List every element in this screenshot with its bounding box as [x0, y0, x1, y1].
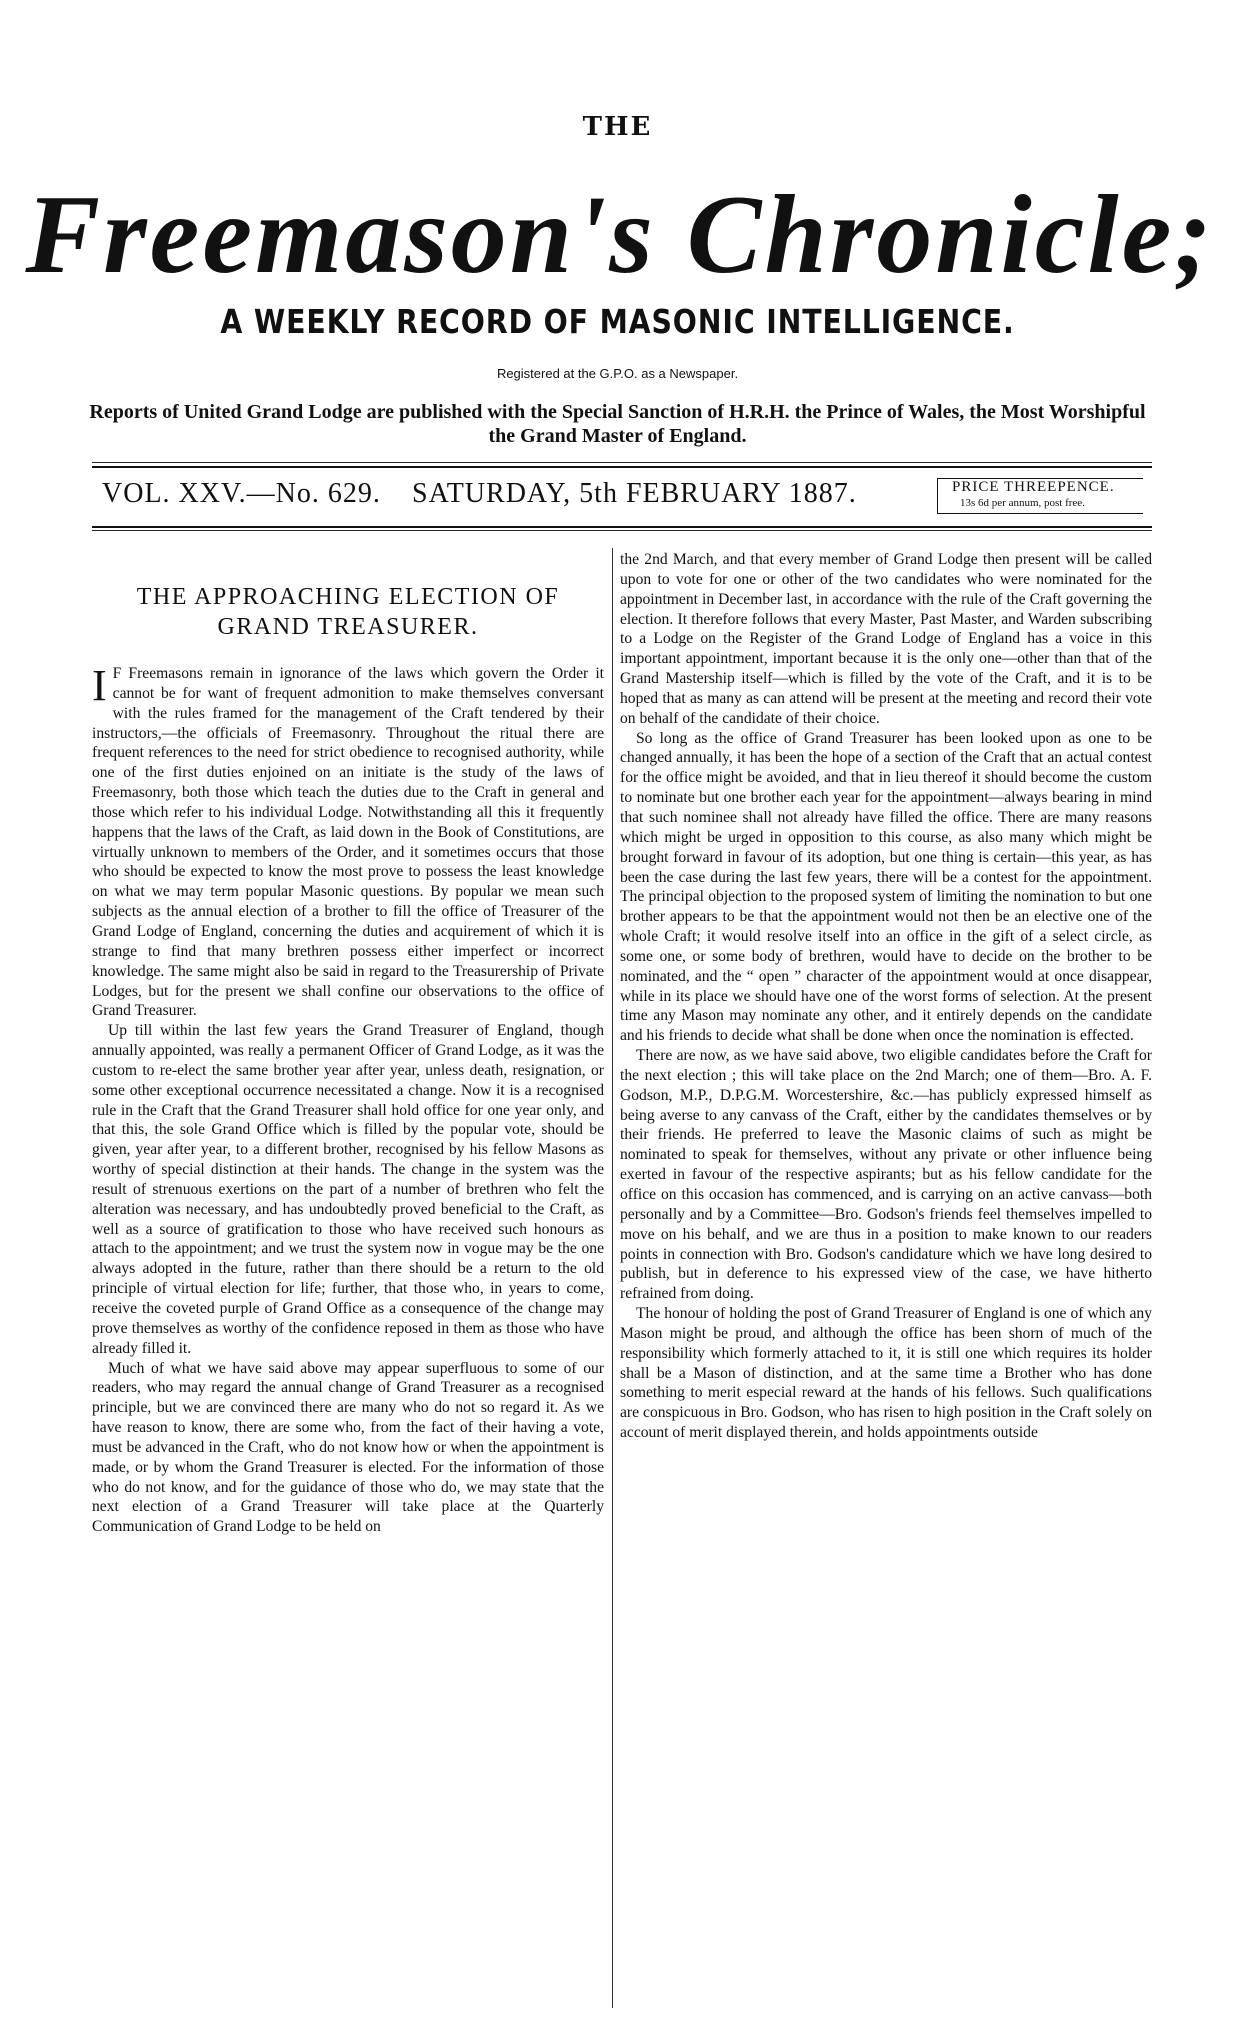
header-rule-bottom	[92, 530, 1152, 531]
masthead-the: THE	[582, 112, 653, 142]
registration-note: Registered at the G.P.O. as a Newspaper.	[496, 366, 739, 381]
annual-subscription: 13s 6d per annum, post free.	[960, 497, 1085, 509]
drop-cap: I	[92, 661, 107, 710]
price-box	[937, 478, 1143, 514]
title-text: Freemason's Chronicle;	[25, 173, 1215, 297]
article-paragraph: Much of what we have said above may appear superfluous to some of our readers, who may regard the annual change of Grand Treasurer as a recognised principle, but we are convinced there are many who do not so regard it. As we have reason to know, there are some who, from the fact of their having a vote, must be advanced in the Craft, who do not know how or when the appointment is made, or by whom the Grand Treasurer is elected. For the information of those who do not know, and for the guidance of those who do, we may state that the next election of a Grand Treasurer will take place at the Quarterly Communication of Grand Lodge to be held on	[92, 1359, 604, 1536]
newspaper-subtitle: A WEEKLY RECORD OF MASONIC INTELLIGENCE.	[220, 302, 1015, 341]
article-paragraph: The honour of holding the post of Grand Treasurer of England is one of which any Mason might be proud, and although the office has been shorn of much of the responsibility which formerly attached to it, it is still one which requires its holder shall be a Mason of distinction, and at the same time a Brother who has done something to merit especial reward at the hands of his fellows. Such qualifications are conspicuous in Bro. Godson, who has risen to high position in the Craft solely on account of merit displayed therein, and holds appointments outside	[620, 1305, 1152, 1442]
header-rule-top	[92, 462, 1152, 463]
header-rule-top-thick	[92, 466, 1152, 468]
issue-line	[92, 478, 1152, 514]
article-column-left	[92, 552, 604, 1537]
price: PRICE THREEPENCE.	[952, 479, 1115, 495]
article-paragraph: Up till within the last few years the Grand Treasurer of England, though annually appointed, was really a permanent Officer of Grand Lodge, as it was the custom to re-elect the same brother year after year, unless death, resignation, or some other exceptional occurrence necessitated a change. Now it is a recognised rule in the Craft that the Grand Treasurer shall hold office for one year only, and that this, the sole Grand Office which is filled by the popular vote, should be given, year after year, to a different brother, recognised by his fellow Masons as worthy of special distinction at their hands. The change in the system was the result of strenuous exertions on the part of a number of brethren who felt the alteration was necessary, and has undoubtedly proved beneficial to the Craft, as well as a source of gratification to those who have received such honours as attach to the appointment; and we trust the system now in vogue may be the one always adopted in the future, rather than there should be a return to the old principle of virtual election for life; further, that those who, in years to come, receive the coveted purple of Grand Office as a consequence of the change may prove themselves as worthy of the confidence reposed in them as those who have already filled it.	[92, 1022, 604, 1357]
column-divider	[612, 548, 613, 2008]
article-paragraph: the 2nd March, and that every member of Grand Lodge then present will be called upon to vote for one or other of the two candidates who were nominated for the appointment in December last, in accordance with the rule of the Craft governing the election. It therefore follows that every Master, Past Master, and Warden subscribing to a Lodge on the Register of the Grand Lodge of England has a voice in this important appointment, important because it is the only one—other than that of the Grand Mastership itself—which is filled by the vote of the Craft, and it is to be hoped that as many as can attend will be present at the meeting and record their vote on behalf of the candidate of their choice.	[620, 551, 1152, 727]
header-rule-bottom-thick	[92, 526, 1152, 528]
article-paragraph: There are now, as we have said above, two eligible candidates before the Craft for the next election ; this will take place on the 2nd March; one of them—Bro. A. F. Godson, M.P., D.P.G.M. Worcestershire, &c.—has publicly expressed himself as being averse to any canvass of the Craft, either by the candidates themselves or by their friends. He preferred to leave the Masonic claims of such as might be nominated to speak for themselves, without any private or other influence being exerted in favour of the respective aspirants; but as his fellow candidate for the office on this occasion has commenced, and is carrying on an active canvass—both personally and by a Committee—Bro. Godson's friends feel themselves impelled to move on his behalf, and we are thus in a position to make known to our readers points in connection with Bro. Godson's candidature which we have long desired to publish, but in deference to his expressed view of the case, we have hitherto refrained from doing.	[620, 1047, 1152, 1303]
article-paragraph: I F Freemasons remain in ignorance of the laws which govern the Order it cannot be for want of frequent admonition to make themselves conversant with the rules framed for the management of the Craft tendered by their instructors,—the officials of Freemasonry. Throughout the ritual there are frequent references to the need for strict obedience to recognised authority, while one of the first duties enjoined on an initiate is the study of the laws of Freemasonry, both those which teach the duties due to the Craft in general and those which refer to his individual Lodge. Notwithstanding all this it frequently happens that the laws of the Craft, as laid down in the Book of Constitutions, are virtually unknown to members of the Order, and it sometimes occurs that those who should be expected to know the most prove to possess the least knowledge on what we may term popular Masonic questions. By popular we mean such subjects as the annual election of a brother to fill the office of Treasurer of the Grand Lodge of England, concerning the duties and acquirement of which it is strange to find that many brethren possess either imperfect or incorrect knowledge. The same might also be said in regard to the Treasurership of Private Lodges, but for the present we shall confine our observations to the office of Grand Treasurer.	[92, 661, 604, 1020]
volume-number: VOL. XXV.—No. 629.	[102, 478, 381, 509]
newspaper-title-logo	[25, 160, 1215, 310]
sanction-notice: Reports of United Grand Lodge are published with the Special Sanction of H.R.H. the Prince of Wales, the Most Worshipful the Grand Master of England.	[89, 401, 1146, 447]
issue-date: SATURDAY, 5th FEBRUARY 1887.	[412, 478, 857, 509]
article-headline: THE APPROACHING ELECTION OF GRAND TREASURER.	[136, 584, 560, 640]
article-paragraph: So long as the office of Grand Treasurer has been looked upon as one to be changed annually, it has been the hope of a section of the Craft that an actual contest for the office might be avoided, and that in lieu thereof it should become the custom to nominate but one brother each year for the appointment—always bearing in mind that such nominee shall not already have filled the office. There are many reasons which might be urged in opposition to this course, as also many which might be brought forward in favour of its adoption, but one thing is certain—this year, as has been the case during the last few years, there will be a contest for the appointment. The principal objection to the proposed system of limiting the nomination to but one brother appears to be that the appointment would not then be an elective one of the whole Craft; it would resolve itself into an office in the gift of a select circle, as some one, or some body of brethren, would have to decide on the brother to be nominated, and the “ open ” character of the appointment would at once disappear, while in its place we should have one of the worst forms of selection. At the present time any Mason may nominate any other, and it entirely depends on the candidate and his friends to decide what shall be done when once the nomination is effected.	[620, 729, 1152, 1045]
article-column-right	[620, 550, 1152, 1443]
